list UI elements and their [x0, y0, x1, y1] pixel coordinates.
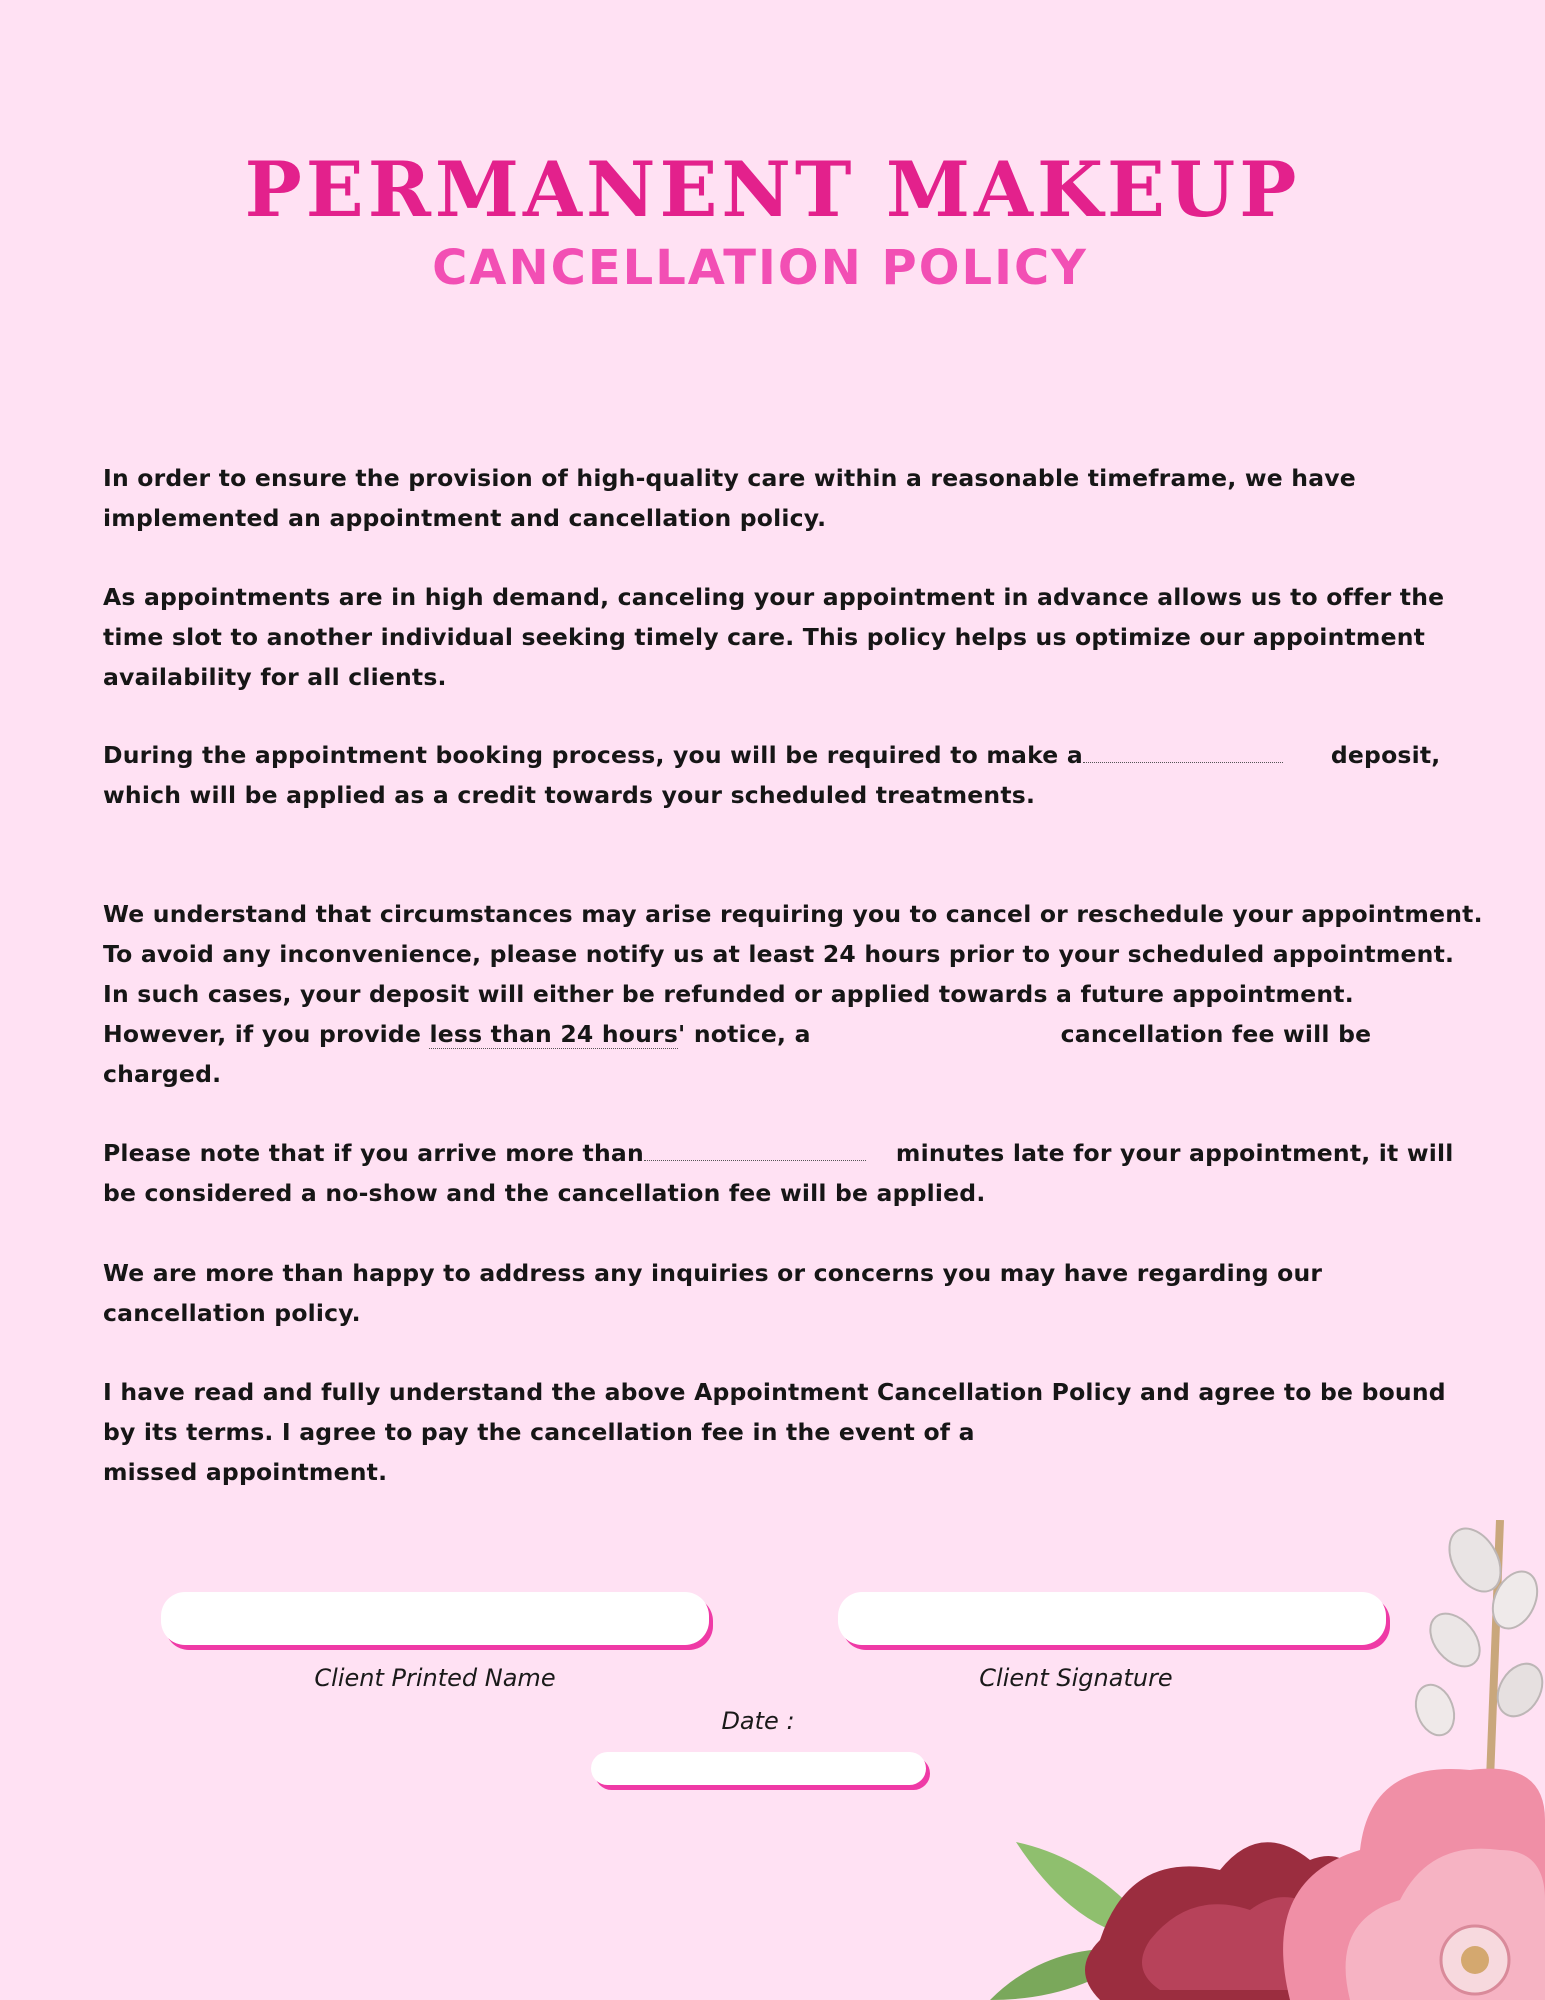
reschedule-text-middle: ' notice, a [678, 1020, 811, 1048]
notice-period-underline: less than 24 hours [429, 1020, 679, 1048]
pink-flower-pistil [1461, 1946, 1489, 1974]
client-printed-name-field[interactable] [161, 1592, 709, 1645]
paragraph-late [103, 1133, 1483, 1213]
deposit-text-before: During the appointment booking process, you will be required to make a [103, 741, 1083, 769]
deposit-amount-blank[interactable] [1083, 740, 1283, 763]
paragraph-reschedule [103, 894, 1483, 1094]
paragraph-inquiries [103, 1253, 1483, 1333]
page-subtitle: CANCELLATION POLICY [432, 240, 1088, 296]
paragraph-demand-text: As appointments are in high demand, canceling your appointment in advance allows us to offer the time slot to another individual seeking timely care. This policy helps us optimize our appointment availability for all clients. [103, 583, 1445, 691]
reschedule-text-before: We understand that circumstances may arise requiring you to cancel or reschedule your appointment. To avoid any inconvenience, please notify us at least 24 hours prior to your scheduled appointment. In such cases, your deposit will either be refunded or applied towards a future appointment. However, if you provide [103, 900, 1483, 1048]
date-label: Date : [721, 1707, 795, 1735]
paragraph-inquiries-text: We are more than happy to address any inquiries or concerns you may have regarding our cancellation policy. [103, 1259, 1323, 1327]
client-signature-label: Client Signature [979, 1664, 1173, 1692]
deposit-text-after: deposit, which will be applied as a credit towards your scheduled treatments. [103, 741, 1441, 809]
agreement-line-1: I have read and fully understand the above Appointment Cancellation Policy and agree to be bound by its terms. I agree to pay the cancellation fee in the event of a [103, 1378, 1446, 1446]
agreement-line-2: missed appointment. [103, 1458, 388, 1486]
paragraph-deposit [103, 735, 1483, 815]
paragraph-demand [103, 577, 1483, 697]
page-title: PERMANENT MAKEUP [244, 145, 1301, 234]
paragraph-intro [103, 458, 1483, 538]
late-minutes-blank[interactable] [644, 1138, 866, 1161]
client-printed-name-label: Client Printed Name [314, 1664, 556, 1692]
paragraph-agreement [103, 1372, 1483, 1492]
late-text-after: minutes late for your appointment, it will be considered a no-show and the cancellation fee will be applied. [103, 1139, 1454, 1207]
flower-decoration-icon [930, 1520, 1545, 2000]
willow-bud-3 [1420, 1604, 1489, 1676]
paragraph-intro-text: In order to ensure the provision of high-quality care within a reasonable timeframe, we have implemented an appointment and cancellation policy. [103, 464, 1356, 532]
reschedule-text-after: cancellation fee will be charged. [103, 1020, 1372, 1088]
late-text-before: Please note that if you arrive more than [103, 1139, 644, 1167]
date-field[interactable] [591, 1752, 926, 1785]
willow-bud-5 [1409, 1679, 1461, 1740]
